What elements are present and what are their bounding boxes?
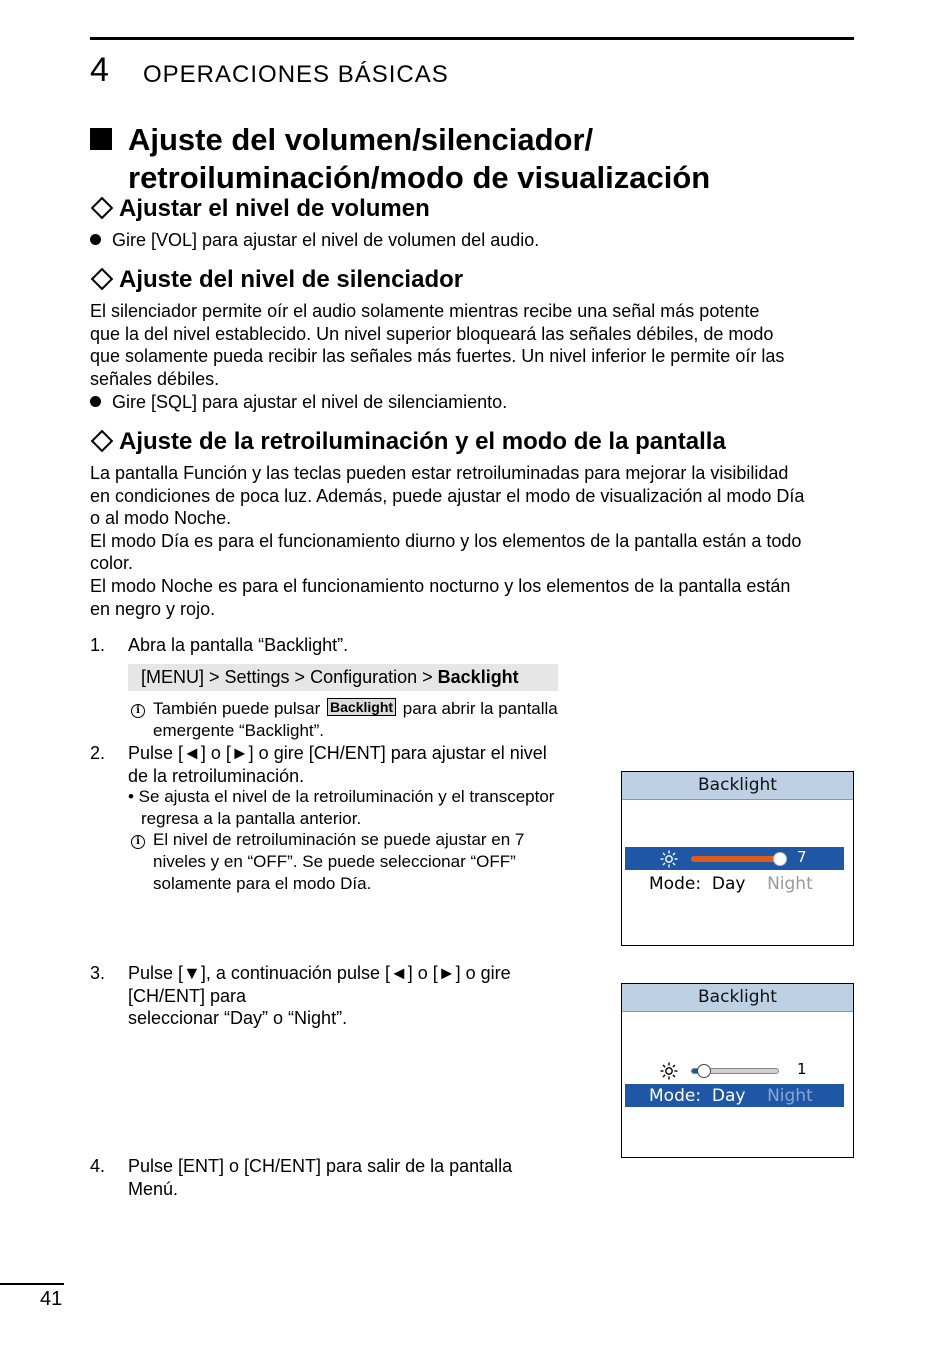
- section-title-line2: retroiluminación/modo de visualización: [128, 160, 711, 195]
- squelch-bullet: [90, 391, 507, 413]
- mode-row[interactable]: [625, 872, 844, 895]
- note-1: [131, 698, 558, 742]
- squelch-heading: [90, 266, 463, 294]
- note-1-text: También puede pulsar: [153, 699, 321, 718]
- paragraph-line: o al modo Noche.: [90, 508, 232, 529]
- screen-title: Backlight: [622, 984, 853, 1012]
- step-number: 3.: [90, 963, 106, 983]
- step-2-text: [128, 742, 547, 787]
- step-4-text: [128, 1155, 512, 1200]
- backlight-screen-1: [621, 771, 854, 946]
- level-row[interactable]: [625, 847, 844, 870]
- page-number: 41: [40, 1288, 63, 1310]
- level-slider-knob[interactable]: [697, 1064, 711, 1078]
- paragraph-line: color.: [90, 553, 134, 574]
- paragraph-line: que la del nivel establecido. Un nivel superior bloqueará las señales débiles, de modo: [90, 323, 774, 344]
- step-line: Pulse [▼], a continuación pulse [◄] o [►] o gire: [128, 963, 511, 983]
- step-line: [CH/ENT] para: [128, 985, 247, 1006]
- black-dot-icon: [90, 234, 101, 245]
- screen-title: Backlight: [622, 772, 853, 800]
- step-line: Abra la pantalla “Backlight”.: [128, 635, 349, 655]
- chapter-title: OPERACIONES BÁSICAS: [143, 61, 449, 88]
- backlight-screen-2: [621, 983, 854, 1158]
- backlight-paragraph: [90, 462, 860, 620]
- note-2-line: solamente para el modo Día.: [153, 873, 372, 893]
- mode-day-option[interactable]: Day: [711, 1086, 746, 1106]
- step-number: 2.: [90, 743, 106, 763]
- step-line: Pulse [◄] o [►] o gire [CH/ENT] para ajustar el nivel: [128, 743, 547, 763]
- step-3-text: [128, 962, 511, 1030]
- diamond-outline-icon: [91, 267, 114, 290]
- menu-path-prefix: [MENU] > Settings > Configuration >: [141, 667, 438, 687]
- backlight-key-chip: Backlight: [327, 698, 396, 716]
- squelch-bullet-text: Gire [SQL] para ajustar el nivel de silenciamiento.: [112, 392, 508, 412]
- note-1-line2: emergente “Backlight”.: [153, 720, 325, 740]
- section-title-line1: Ajuste del volumen/silenciador/: [128, 122, 594, 157]
- mode-night-option[interactable]: Night: [767, 1086, 813, 1106]
- paragraph-line: El silenciador permite oír el audio solamente mientras recibe una señal más potente: [90, 301, 760, 321]
- paragraph-line: El modo Noche es para el funcionamiento nocturno y los elementos de la pantalla están: [90, 575, 791, 596]
- paragraph-line: en negro y rojo.: [90, 598, 216, 619]
- step-2-bullet: [128, 786, 554, 830]
- level-slider-track[interactable]: [691, 856, 779, 862]
- mode-night-option[interactable]: Night: [767, 874, 813, 894]
- note-1-text: para abrir la pantalla: [402, 699, 558, 718]
- squelch-paragraph: [90, 300, 860, 390]
- volume-heading-text: Ajustar el nivel de volumen: [119, 195, 430, 222]
- chapter-number: 4: [90, 51, 109, 89]
- level-value: 1: [797, 1060, 807, 1078]
- sun-icon: [659, 1061, 679, 1081]
- info-circle-icon: i: [131, 704, 145, 718]
- diamond-outline-icon: [91, 196, 114, 219]
- squelch-heading-text: Ajuste del nivel de silenciador: [119, 266, 464, 293]
- volume-heading: [90, 195, 430, 223]
- step-line: de la retroiluminación.: [128, 765, 305, 786]
- menu-path: [128, 664, 558, 691]
- mode-label: Mode:: [649, 1086, 702, 1106]
- backlight-heading: [90, 428, 726, 456]
- step-line: seleccionar “Day” o “Night”.: [128, 1008, 348, 1029]
- section-title: [128, 121, 868, 197]
- level-row[interactable]: [625, 1059, 844, 1082]
- note-2: [131, 829, 524, 894]
- paragraph-line: señales débiles.: [90, 368, 220, 389]
- step-line: Menú.: [128, 1178, 179, 1199]
- volume-bullet: [90, 229, 539, 251]
- level-value: 7: [797, 848, 807, 866]
- black-dot-icon: [90, 396, 101, 407]
- step-line: Pulse [ENT] o [CH/ENT] para salir de la pantalla: [128, 1156, 513, 1176]
- step-2-bullet-line: regresa a la pantalla anterior.: [141, 808, 362, 828]
- step-number: 1.: [90, 635, 106, 655]
- paragraph-line: El modo Día es para el funcionamiento diurno y los elementos de la pantalla están a todo: [90, 530, 802, 551]
- sun-icon: [659, 849, 679, 869]
- diamond-outline-icon: [91, 429, 114, 452]
- mode-text: [649, 1086, 813, 1106]
- step-1-text: [128, 634, 348, 657]
- paragraph-line: La pantalla Función y las teclas pueden estar retroiluminadas para mejorar la visibilidad: [90, 463, 789, 483]
- info-circle-icon: i: [131, 835, 145, 849]
- top-rule: [90, 37, 854, 40]
- step-2-bullet-line: • Se ajusta el nivel de la retroiluminación y el transceptor: [128, 787, 555, 806]
- paragraph-line: en condiciones de poca luz. Además, puede ajustar el modo de visualización al modo Día: [90, 485, 805, 506]
- volume-bullet-text: Gire [VOL] para ajustar el nivel de volumen del audio.: [112, 230, 540, 250]
- menu-path-last: Backlight: [437, 667, 519, 687]
- mode-label: Mode:: [649, 874, 702, 894]
- mode-day-option[interactable]: Day: [711, 874, 746, 894]
- mode-text: [649, 874, 813, 894]
- page-number-rule: [0, 1283, 64, 1285]
- paragraph-line: que solamente pueda recibir las señales más fuertes. Un nivel inferior le permite oír las: [90, 346, 785, 367]
- note-2-line: El nivel de retroiluminación se puede ajustar en 7: [153, 830, 525, 849]
- note-2-line: niveles y en “OFF”. Se puede seleccionar “OFF”: [153, 851, 516, 871]
- level-slider-knob[interactable]: [773, 852, 787, 866]
- step-number: 4.: [90, 1156, 106, 1176]
- backlight-heading-text: Ajuste de la retroiluminación y el modo de la pantalla: [119, 428, 726, 455]
- black-square-icon: [90, 128, 112, 150]
- mode-row[interactable]: [625, 1084, 844, 1107]
